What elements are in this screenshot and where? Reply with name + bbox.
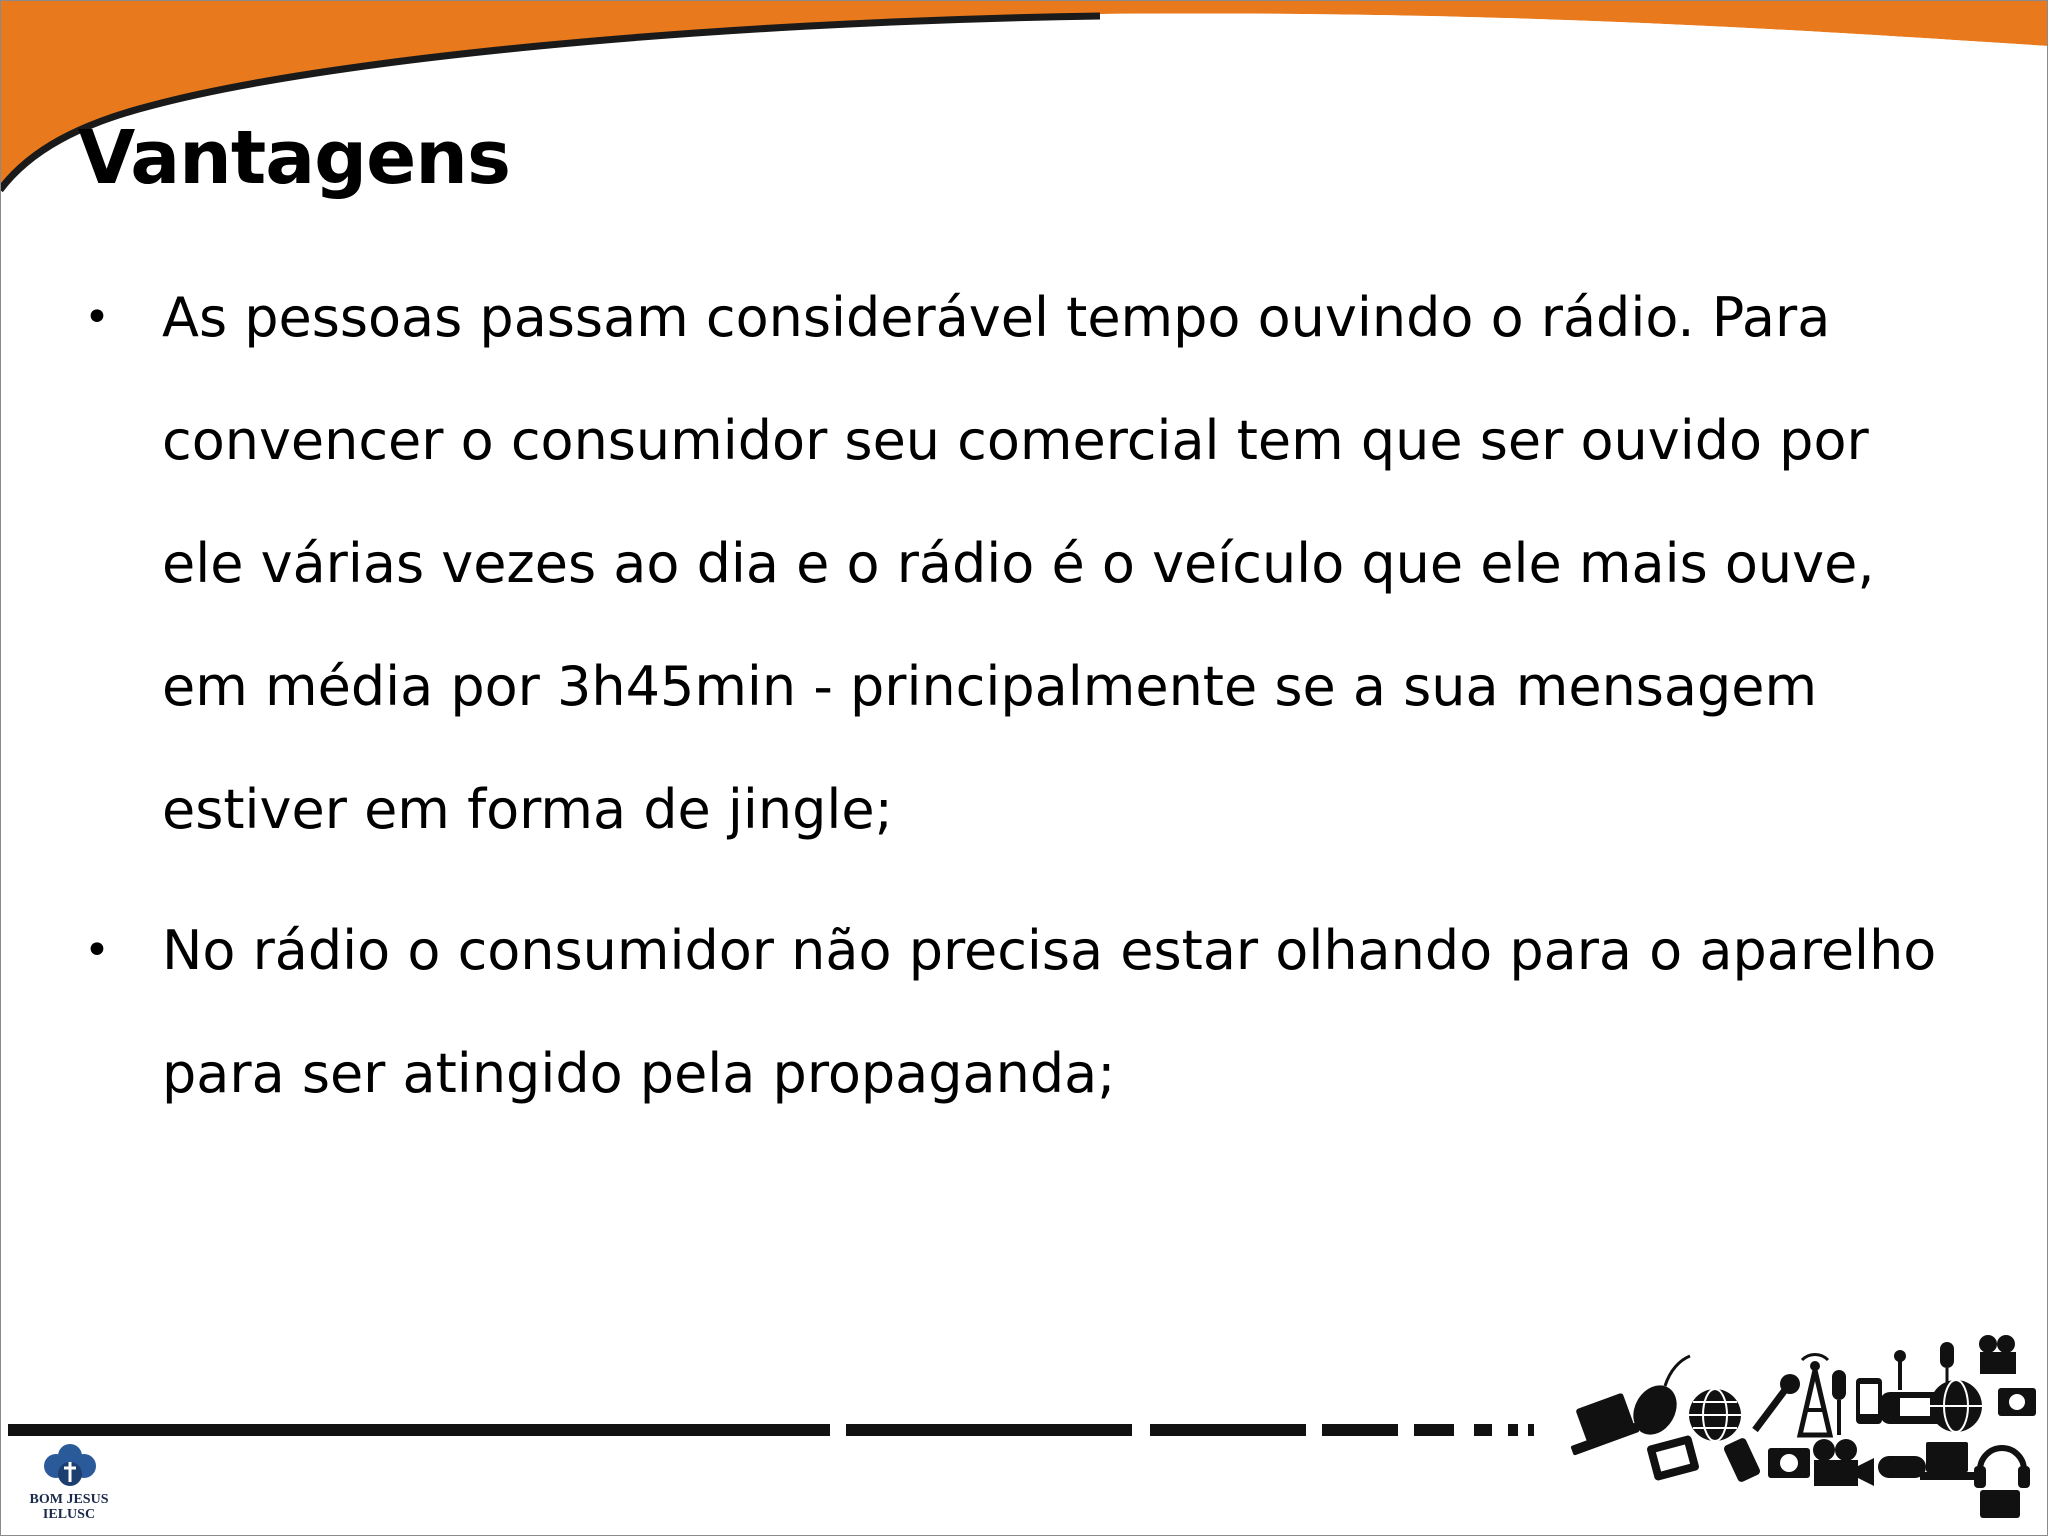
footer-divider (0, 1420, 1560, 1440)
bullet-icon: • (84, 292, 110, 343)
microphone-icon (1755, 1374, 1800, 1430)
microphone-icon (1940, 1342, 1954, 1382)
laptop-icon (1920, 1442, 1974, 1480)
tv-icon (1980, 1490, 2020, 1518)
phone-icon (1723, 1437, 1762, 1483)
film-camera-icon (1979, 1335, 2016, 1374)
headphones-icon (1974, 1448, 2030, 1488)
bullet-text: As pessoas passam considerável tempo ouvindo o rádio. Para convencer o consumidor seu comercial tem que ser ouvido por ele várias vezes ao dia e o rádio é o veículo que ele mais ouve, em média por 3h45min - principalmente se a sua mensagem estiver em forma de jingle; (162, 286, 1875, 841)
logo-line2: IELUSC (42, 1507, 96, 1522)
bullet-item (78, 256, 1938, 871)
bullet-text: No rádio o consumidor não precisa estar olhando para o aparelho para ser atingido pela propaganda; (162, 919, 1937, 1105)
bullet-item (78, 889, 1938, 1135)
antenna-icon (1800, 1354, 1830, 1435)
microphone-stand-icon (1832, 1370, 1846, 1435)
tv-icon (1646, 1435, 1700, 1482)
globe-icon (1930, 1380, 1982, 1432)
video-camera-icon (1813, 1439, 1874, 1486)
slide-title: Vantagens (78, 115, 511, 201)
laptop-icon (1570, 1393, 1639, 1456)
gamepad-icon (1878, 1456, 1926, 1478)
globe-icon (1689, 1389, 1741, 1441)
mobile-device-icon (1856, 1378, 1882, 1424)
camera-icon (1768, 1448, 1810, 1478)
joystick-icon (1894, 1350, 1906, 1390)
logo-line1: BOM JESUS (29, 1492, 109, 1507)
camera-icon (1998, 1388, 2036, 1416)
media-icons-cluster (1540, 1330, 2040, 1530)
bullet-icon: • (84, 925, 110, 976)
logo-text (24, 1492, 114, 1522)
bullet-list (78, 256, 1938, 1153)
